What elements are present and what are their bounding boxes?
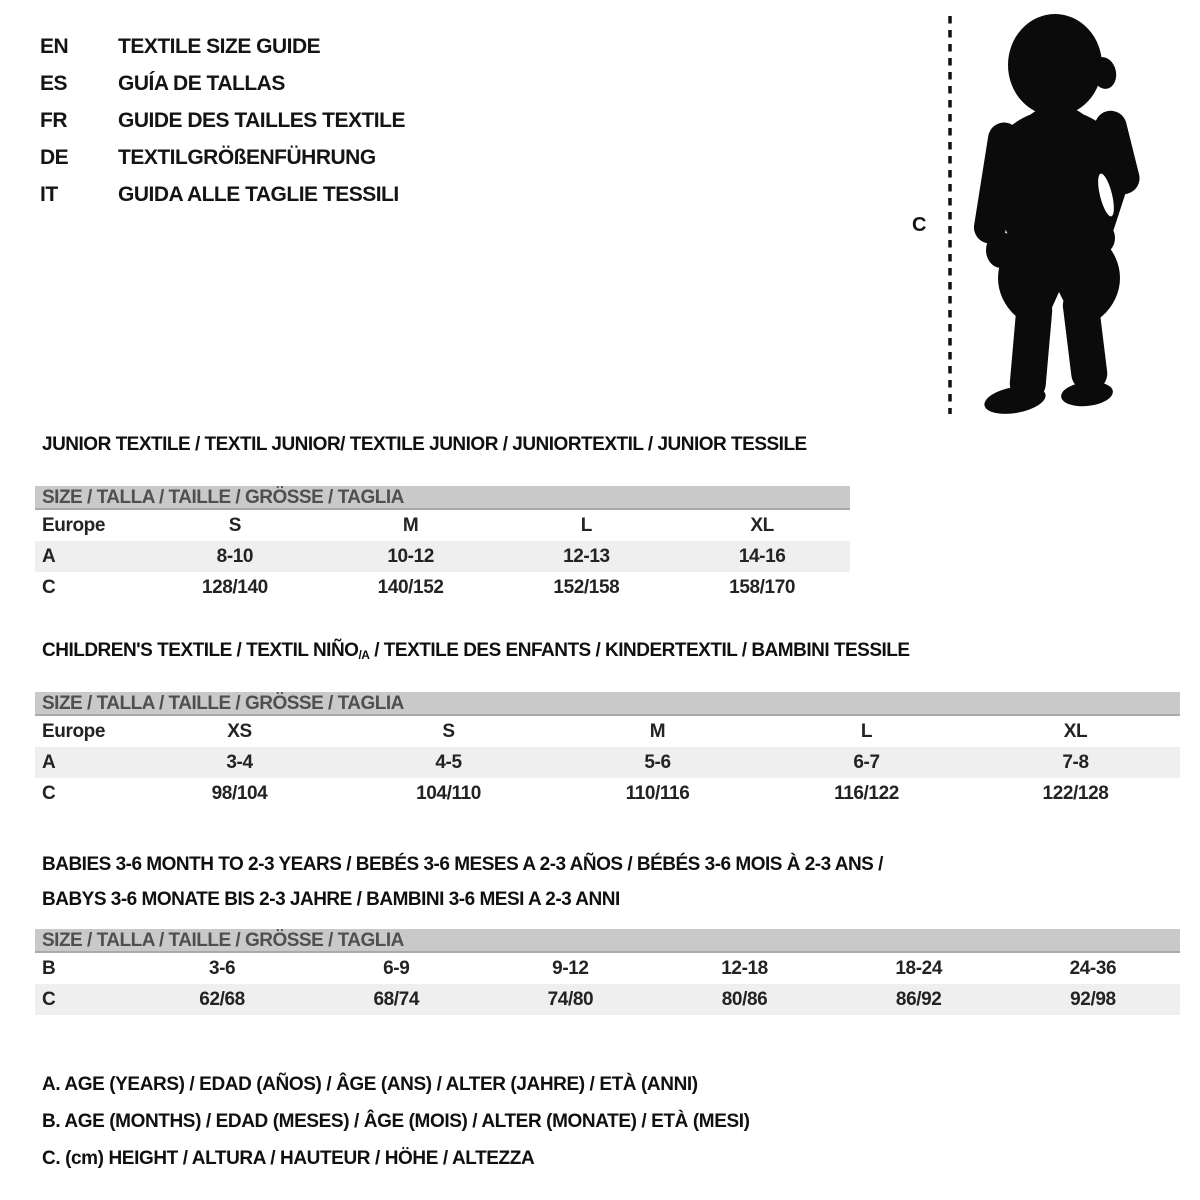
size-cell: XL [1063, 720, 1088, 742]
children-size-table [35, 716, 1180, 809]
size-cell: 3-4 [226, 751, 253, 773]
babies-title-line1: BABIES 3-6 MONTH TO 2-3 YEARS / BEBÉS 3-6 MESES A 2-3 AÑOS / BÉBÉS 3-6 MOIS À 2-3 ANS / [42, 854, 883, 875]
size-cell: M [649, 720, 666, 742]
row-label: A [42, 751, 56, 773]
language-title-block [40, 28, 405, 213]
size-cell: 140/152 [377, 576, 444, 598]
measure-label-c: C [912, 214, 927, 236]
size-table-header: SIZE / TALLA / TAILLE / GRÖSSE / TAGLIA [35, 692, 1180, 716]
size-cell: S [442, 720, 455, 742]
size-cell: 9-12 [552, 957, 589, 979]
toddler-silhouette [905, 8, 1195, 420]
size-cell: 8-10 [216, 545, 254, 567]
size-cell: 98/104 [211, 782, 268, 804]
junior-section-title: JUNIOR TEXTILE / TEXTIL JUNIOR/ TEXTILE JUNIOR / JUNIORTEXTIL / JUNIOR TESSILE [42, 434, 807, 455]
row-label: A [42, 545, 56, 567]
size-table-header: SIZE / TALLA / TAILLE / GRÖSSE / TAGLIA [35, 929, 1180, 953]
size-cell: 86/92 [895, 988, 942, 1010]
size-cell: L [860, 720, 873, 742]
lang-title: GUÍA DE TALLAS [118, 72, 285, 95]
size-cell: XL [750, 514, 774, 536]
lang-code: IT [40, 183, 58, 206]
size-cell: XS [227, 720, 252, 742]
size-table-header: SIZE / TALLA / TAILLE / GRÖSSE / TAGLIA [35, 486, 850, 510]
children-title-sub: /A [358, 648, 370, 662]
size-cell: 158/170 [729, 576, 796, 598]
size-cell: 92/98 [1070, 988, 1116, 1010]
lang-title: TEXTILE SIZE GUIDE [118, 35, 321, 58]
lang-row-fr [40, 102, 405, 139]
row-label: C [42, 782, 56, 804]
size-cell: 116/122 [834, 782, 899, 804]
size-cell: 152/158 [553, 576, 620, 598]
lang-code: DE [40, 146, 69, 169]
legend-line-c: C. (cm) HEIGHT / ALTURA / HAUTEUR / HÖHE / ALTEZZA [42, 1148, 535, 1169]
size-cell: 12-18 [721, 957, 768, 979]
size-cell: 4-5 [435, 751, 462, 773]
children-title-suffix: / TEXTILE DES ENFANTS / KINDERTEXTIL / BAMBINI TESSILE [369, 640, 910, 661]
size-cell: 10-12 [387, 545, 434, 567]
lang-title: GUIDE DES TAILLES TEXTILE [118, 109, 405, 132]
junior-size-table [35, 510, 850, 603]
table-row [35, 984, 1180, 1015]
measurement-legend [42, 1066, 750, 1177]
size-cell: 68/74 [373, 988, 419, 1010]
size-cell: 128/140 [201, 576, 268, 598]
lang-row-en [40, 28, 405, 65]
size-cell: 24-36 [1069, 957, 1117, 979]
size-cell: 80/86 [721, 988, 768, 1010]
table-row [35, 747, 1180, 778]
row-label: Europe [42, 514, 106, 536]
babies-size-table-section [35, 929, 1180, 1015]
size-cell: 3-6 [208, 957, 236, 979]
table-row [35, 510, 850, 541]
size-cell: 6-7 [853, 751, 880, 773]
size-cell: 62/68 [199, 988, 245, 1010]
size-cell: 110/116 [625, 782, 690, 804]
size-cell: 18-24 [895, 957, 942, 979]
size-cell: 14-16 [738, 545, 786, 567]
size-cell: M [402, 514, 419, 536]
lang-code: ES [40, 72, 68, 95]
children-title-prefix: CHILDREN'S TEXTILE / TEXTIL NIÑO [42, 640, 359, 661]
junior-size-table-section [35, 486, 850, 603]
row-label: C [42, 576, 56, 598]
babies-section-title [42, 847, 883, 917]
row-label: C [42, 988, 56, 1010]
table-row [35, 953, 1180, 984]
row-label: B [42, 957, 56, 979]
children-size-table-section [35, 692, 1180, 809]
row-label: Europe [42, 720, 106, 742]
size-cell: 12-13 [563, 545, 610, 567]
size-cell: L [580, 514, 592, 536]
babies-title-line2: BABYS 3-6 MONATE BIS 2-3 JAHRE / BAMBINI 3-6 MESI A 2-3 ANNI [42, 889, 620, 910]
table-row [35, 778, 1180, 809]
table-row [35, 541, 850, 572]
size-cell: 7-8 [1062, 751, 1089, 773]
size-cell: 5-6 [644, 751, 671, 773]
children-section-title [42, 640, 910, 662]
lang-row-es [40, 65, 405, 102]
lang-row-it [40, 176, 405, 213]
size-cell: 6-9 [383, 957, 410, 979]
lang-title: GUIDA ALLE TAGLIE TESSILI [118, 183, 399, 206]
lang-code: FR [40, 109, 67, 132]
size-cell: 122/128 [1042, 782, 1109, 804]
lang-code: EN [40, 35, 69, 58]
babies-size-table [35, 953, 1180, 1015]
table-row [35, 572, 850, 603]
size-cell: S [228, 514, 242, 536]
size-cell: 104/110 [416, 782, 481, 804]
legend-line-b: B. AGE (MONTHS) / EDAD (MESES) / ÂGE (MOIS) / ALTER (MONATE) / ETÀ (MESI) [42, 1111, 750, 1132]
legend-line-a: A. AGE (YEARS) / EDAD (AÑOS) / ÂGE (ANS) / ALTER (JAHRE) / ETÀ (ANNI) [42, 1074, 698, 1095]
lang-title: TEXTILGRÖßENFÜHRUNG [118, 146, 376, 169]
size-cell: 74/80 [547, 988, 594, 1010]
lang-row-de [40, 139, 405, 176]
table-row [35, 716, 1180, 747]
